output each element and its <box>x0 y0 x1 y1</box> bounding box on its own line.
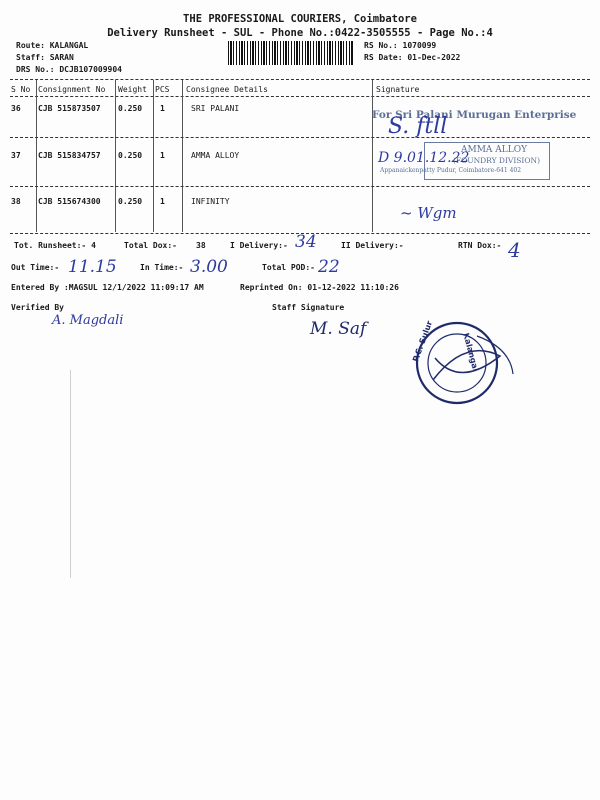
total-pod-value: 22 <box>318 257 340 277</box>
i-delivery-label: I Delivery:- <box>230 241 288 250</box>
row-consignee: AMMA ALLOY <box>191 151 240 160</box>
row-pcs: 1 <box>160 151 165 160</box>
document-title: THE PROFESSIONAL COURIERS, Coimbatore <box>183 13 417 25</box>
col-header-consignment: Consignment No <box>38 85 106 94</box>
col-header-pcs: PCS <box>155 85 170 94</box>
col-header-sno: S No <box>11 85 31 94</box>
signature-scribble-2: D 9.01.12.22 <box>378 150 470 166</box>
row-consignee: SRI PALANI <box>191 104 240 113</box>
rs-number: RS No.: 1070099 <box>364 41 437 50</box>
out-time-value: 11.15 <box>68 257 117 277</box>
stamp-address: Appanaickenpatty Pudur, Coimbatore-641 402 <box>380 167 522 174</box>
row-sno: 38 <box>11 197 21 206</box>
rs-date: RS Date: 01-Dec-2022 <box>364 53 461 62</box>
in-time-label: In Time:- <box>140 263 184 272</box>
in-time-value: 3.00 <box>190 257 228 277</box>
reprinted-on: Reprinted On: 01-12-2022 11:10:26 <box>240 283 399 292</box>
staff-signature: M. Saf <box>310 319 367 339</box>
total-pod-label: Total POD:- <box>262 263 315 272</box>
signature-stamp-sri-palani: For Sri Palani Murugan Enterprise <box>372 109 577 121</box>
entered-by: Entered By :MAGSUL 12/1/2022 11:09:17 AM <box>11 283 204 292</box>
row-weight: 0.250 <box>118 151 143 160</box>
verified-by-signature: A. Magdali <box>52 313 124 328</box>
barcode <box>228 41 354 65</box>
row-weight: 0.250 <box>118 104 143 113</box>
row-sno: 37 <box>11 151 21 160</box>
row-pcs: 1 <box>160 197 165 206</box>
col-header-weight: Weight <box>118 85 147 94</box>
round-stamp-left-text: P.C. Sulur <box>411 319 435 364</box>
route: Route: KALANGAL <box>16 41 89 50</box>
verified-by-label: Verified By <box>11 303 64 312</box>
total-dox-value: 38 <box>196 241 206 250</box>
rtn-dox-label: RTN Dox:- <box>458 241 502 250</box>
stamp-company-name: AMMA ALLOY <box>461 145 528 155</box>
staff-signature-label: Staff Signature <box>272 303 345 312</box>
stamp-division: (FOUNDRY DIVISION) <box>453 156 541 165</box>
row-consignment: CJB 515873507 <box>38 104 101 113</box>
i-delivery-value: 34 <box>295 232 317 252</box>
out-time-label: Out Time:- <box>11 263 60 272</box>
row-consignment: CJB 515674300 <box>38 197 101 206</box>
scan-artifact-line <box>70 370 71 578</box>
rtn-dox-value: 4 <box>508 238 521 262</box>
row-weight: 0.250 <box>118 197 143 206</box>
col-header-signature: Signature <box>376 85 420 94</box>
total-dox-label: Total Dox:- <box>124 241 177 250</box>
ii-delivery-label: II Delivery:- <box>341 241 404 250</box>
row-consignment: CJB 515834757 <box>38 151 101 160</box>
signature-scribble-1: S. ftll <box>388 114 448 139</box>
round-stamp-right-text: Kalangal <box>461 332 481 373</box>
staff: Staff: SARAN <box>16 53 74 62</box>
total-runsheet: Tot. Runsheet:- 4 <box>14 241 96 250</box>
row-consignee: INFINITY <box>191 197 230 206</box>
col-header-consignee: Consignee Details <box>186 85 268 94</box>
document-subtitle: Delivery Runsheet - SUL - Phone No.:0422-3505555 - Page No.:4 <box>107 27 493 39</box>
row-sno: 36 <box>11 104 21 113</box>
signature-scribble-3: ~ Wgm <box>400 204 457 222</box>
row-pcs: 1 <box>160 104 165 113</box>
drs-number: DRS No.: DCJB107009904 <box>16 65 122 74</box>
